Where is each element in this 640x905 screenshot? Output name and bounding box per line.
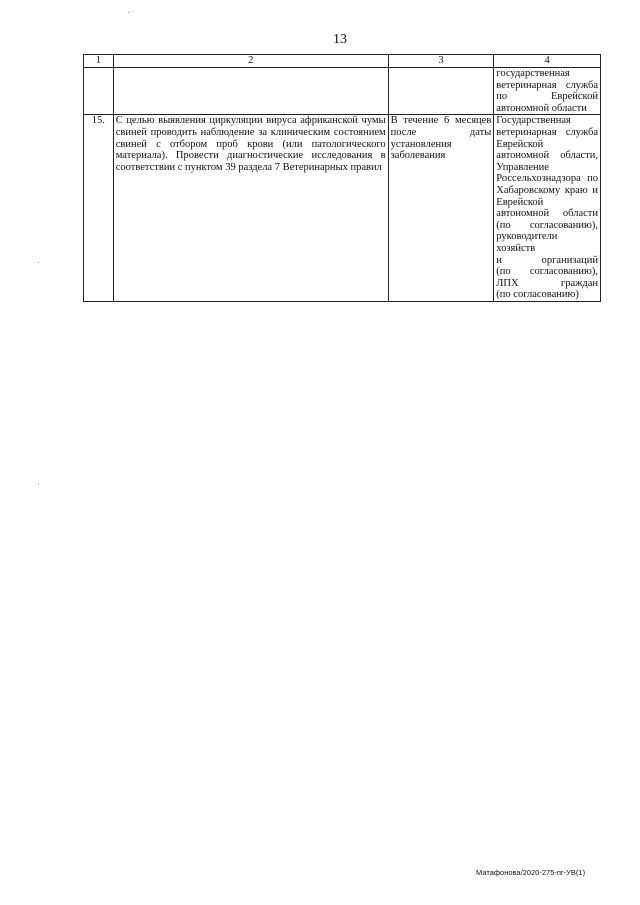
text-line: хозяйств — [496, 242, 536, 254]
header-col-1: 1 — [84, 55, 114, 68]
text-line: Россельхознадзора по — [496, 173, 598, 185]
text-line: и организаций — [496, 254, 598, 266]
measures-table — [83, 54, 601, 302]
cell-empty — [84, 68, 114, 115]
table-header-row — [84, 55, 601, 68]
measure-cell: С целью выявления циркуляции вируса африканской чумы свиней проводить наблюдение за клиническим состоянием свиней с отбором проб крови (или патологического материала). Провести диагностические исследования в соответствии с пунктом 39 раздела 7 Ветеринарных правил — [113, 115, 388, 302]
text-line: ветеринарная служба — [496, 126, 598, 138]
text-line: Еврейской — [496, 138, 544, 150]
table-row-continuation — [84, 68, 601, 115]
text-line: автономной области, — [496, 150, 598, 162]
header-col-3: 3 — [388, 55, 494, 68]
text-line: (по согласованию), — [496, 219, 598, 231]
text-line: автономной области — [496, 208, 598, 220]
row-number: 15. — [84, 115, 114, 302]
scan-speck — [38, 484, 39, 485]
text-line: Хабаровскому краю и — [496, 184, 598, 196]
text-line: Еврейской — [496, 196, 544, 208]
text-line: ЛПХ граждан — [496, 277, 598, 289]
text-line: (по согласованию) — [496, 289, 579, 301]
text-line: государственная — [496, 68, 570, 79]
text-line: руководители — [496, 231, 558, 243]
deadline-cell: В течение 6 месяцев после даты установления заболевания — [388, 115, 494, 302]
text-line: ветеринарная служба — [496, 79, 598, 91]
responsible-cell — [494, 115, 601, 302]
responsible-continuation-cell — [494, 68, 601, 115]
scan-speck — [38, 262, 39, 263]
text-line: Государственная — [496, 115, 571, 127]
text-line: по Еврейской — [496, 91, 598, 103]
scan-speck — [128, 12, 129, 13]
text-line: (по согласованию), — [496, 266, 598, 278]
header-col-4: 4 — [494, 55, 601, 68]
text-line: автономной области — [496, 102, 587, 114]
cell-empty — [113, 68, 388, 115]
document-code: Матафонова/2020-275-пг-УВ(1) — [476, 868, 586, 877]
text-line: Управление — [496, 161, 549, 173]
table-row-15 — [84, 115, 601, 302]
page-number: 13 — [333, 32, 347, 47]
cell-empty — [388, 68, 494, 115]
header-col-2: 2 — [113, 55, 388, 68]
